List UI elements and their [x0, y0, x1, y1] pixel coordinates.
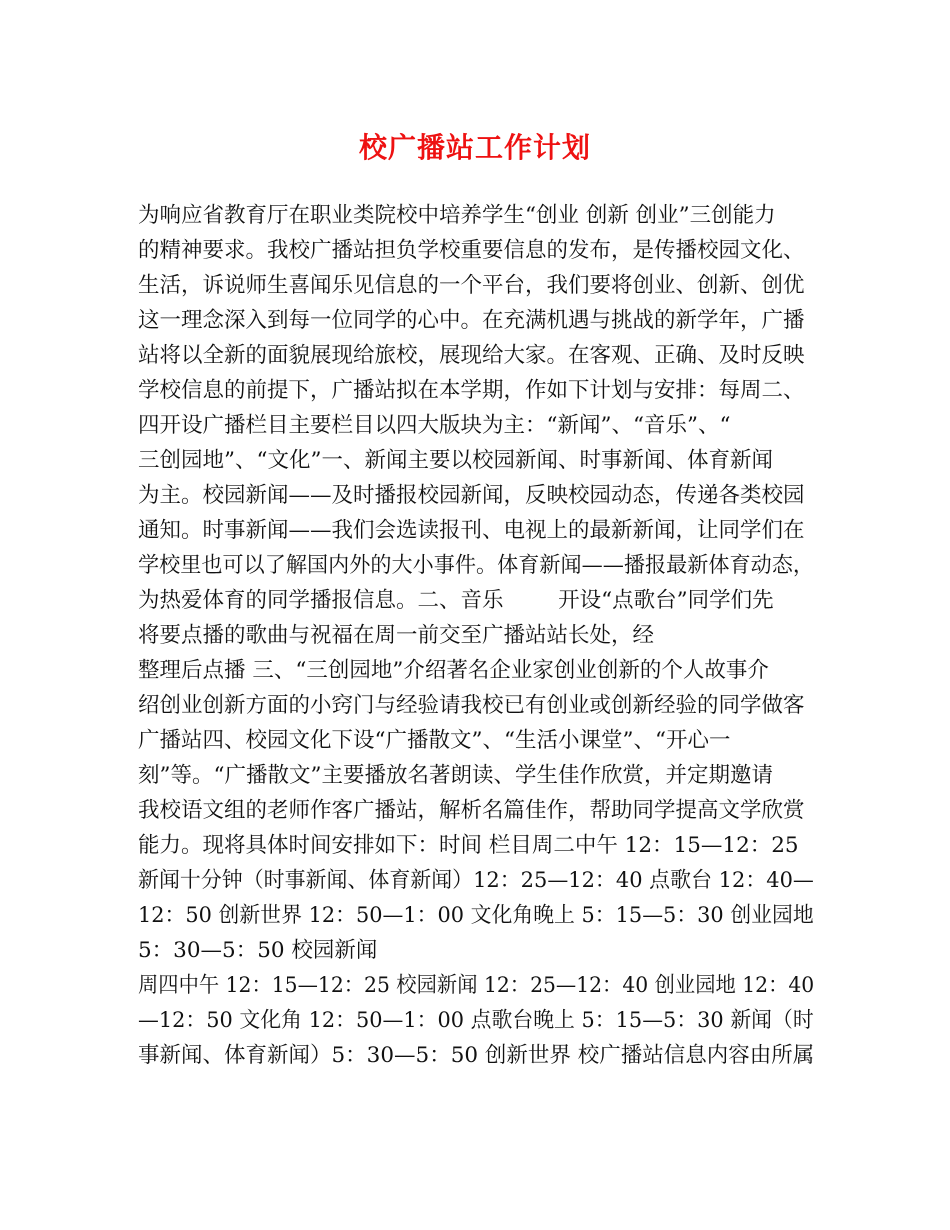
body-line: 刻”等。“广播散文”主要播放名著朗读、学生佳作欣赏，并定期邀请	[138, 763, 773, 788]
body-line: 站将以全新的面貌展现给旅校，展现给大家。在客观、正确、及时反映	[138, 343, 805, 368]
body-line: 整理后点播 三、“三创园地”介绍著名企业家创业创新的个人故事介	[138, 658, 769, 683]
body-line: 12：50 创新世界 12：50—1：00 文化角晚上 5：15—5：30 创业园地	[138, 903, 814, 928]
body-line: 学校信息的前提下，广播站拟在本学期，作如下计划与安排：每周二、	[138, 378, 805, 403]
body-line: 学校里也可以了解国内外的大小事件。体育新闻——播报最新体育动态，	[138, 553, 815, 578]
body-line: —12：50 文化角 12：50—1：00 点歌台晚上 5：15—5：30 新闻（时	[138, 1008, 814, 1033]
body-line: 5：30—5：50 校园新闻	[138, 938, 378, 963]
body-line: 的精神要求。我校广播站担负学校重要信息的发布，是传播校园文化、	[138, 238, 805, 263]
body-line: 为主。校园新闻——及时播报校园新闻，反映校园动态，传递各类校园	[138, 483, 805, 508]
body-line: 周四中午 12：15—12：25 校园新闻 12：25—12：40 创业园地 12：40	[138, 973, 815, 998]
body-line: 通知。时事新闻——我们会选读报刊、电视上的最新新闻，让同学们在	[138, 518, 805, 543]
body-line: 这一理念深入到每一位同学的心中。在充满机遇与挑战的新学年，广播	[138, 308, 805, 333]
body-line: 事新闻、体育新闻）5：30—5：50 创新世界 校广播站信息内容由所属	[138, 1043, 815, 1068]
body-line: 新闻十分钟（时事新闻、体育新闻）12：25—12：40 点歌台 12：40—	[138, 868, 814, 893]
body-line: 能力。现将具体时间安排如下：时间 栏目周二中午 12：15—12：25	[138, 833, 799, 858]
body-line: 将要点播的歌曲与祝福在周一前交至广播站站长处，经	[138, 623, 655, 648]
body-line: 广播站四、校园文化下设“广播散文”、“生活小课堂”、“开心一	[138, 728, 731, 753]
body-line: 为响应省教育厅在职业类院校中培养学生“创业 创新 创业”三创能力	[138, 203, 776, 228]
body-line: 绍创业创新方面的小窍门与经验请我校已有创业或创新经验的同学做客	[138, 693, 805, 718]
document-title: 校广播站工作计划	[358, 131, 591, 164]
body-line: 生活，诉说师生喜闻乐见信息的一个平台，我们要将创业、创新、创优	[138, 273, 805, 298]
body-line: 三创园地”、“文化”一、新闻主要以校园新闻、时事新闻、体育新闻	[138, 448, 773, 473]
body-line: 我校语文组的老师作客广播站，解析名篇佳作，帮助同学提高文学欣赏	[138, 798, 805, 823]
document-body	[138, 198, 814, 1073]
body-line: 为热爱体育的同学播报信息。二、音乐 开设“点歌台”同学们先	[138, 588, 774, 613]
body-line: 四开设广播栏目主要栏目以四大版块为主：“新闻”、“音乐”、“	[138, 413, 731, 438]
